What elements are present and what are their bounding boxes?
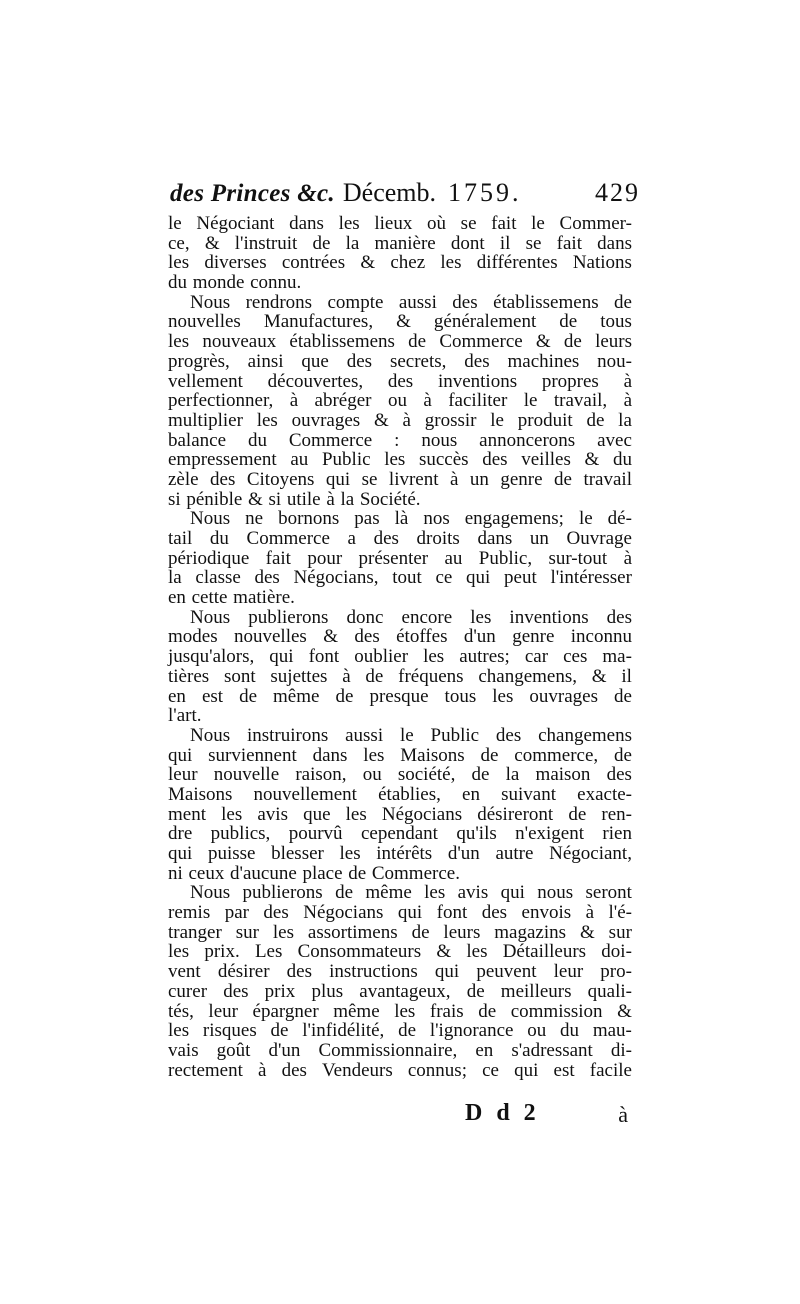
text-line: ce, & l'instruit de la manière dont il se fait dans [168, 232, 632, 254]
signature-mark: D d 2 [465, 1100, 540, 1126]
text-line: les nouveaux établissemens de Commerce & de leurs [168, 331, 632, 353]
page-footer [168, 1100, 632, 1130]
text-line: ment les avis que les Négocians désireront de ren- [168, 803, 632, 825]
text-line: Nous instruirons aussi le Public des changemens [190, 724, 632, 746]
text-line: Nous publierons donc encore les inventions des [190, 606, 632, 628]
text-line: empressement au Public les succès des veilles & du [168, 449, 632, 471]
header-year: 1759. [448, 178, 522, 207]
text-line: remis par des Négocians qui font des envois à l'é- [168, 902, 632, 924]
text-line: Nous rendrons compte aussi des établissemens de [190, 291, 632, 313]
text-line: qui surviennent dans les Maisons de commerce, de [168, 744, 632, 766]
text-line: vais goût d'un Commissionnaire, en s'adressant di- [168, 1039, 632, 1061]
text-line: jusqu'alors, qui font oublier les autres; car ces ma- [168, 646, 632, 668]
text-line: les diverses contrées & chez les différentes Nations [168, 252, 632, 274]
header-month: Décemb. [342, 178, 437, 207]
text-line: perfectionner, à abréger ou à faciliter le travail, à [168, 390, 632, 412]
text-line: progrès, ainsi que des secrets, des machines nou- [168, 350, 632, 372]
running-header [170, 178, 640, 214]
text-line: dre publics, pourvû cependant qu'ils n'exigent rien [168, 823, 632, 845]
header-title: des Princes &c. [170, 180, 335, 207]
text-line: tières sont sujettes à de fréquens changemens, & il [168, 665, 632, 687]
text-line: en est de même de presque tous les ouvrages de [168, 685, 632, 707]
text-line: ni ceux d'aucune place de Commerce. [168, 862, 460, 884]
text-line: rectement à des Vendeurs connus; ce qui est facile [168, 1059, 632, 1081]
text-line: qui puisse blesser les intérêts d'un autre Négociant, [168, 843, 632, 864]
text-line: l'art. [168, 705, 202, 727]
text-line: Nous publierons de même les avis qui nous seront [190, 882, 632, 904]
text-line: les risques de l'infidélité, de l'ignorance ou du mau- [168, 1020, 632, 1042]
text-line: le Négociant dans les lieux où se fait le Commer- [168, 213, 632, 234]
page-number: 429 [595, 178, 640, 207]
text-line: tés, leur épargner même les frais de commission & [168, 1000, 632, 1022]
text-line: multiplier les ouvrages & à grossir le produit de la [168, 409, 632, 431]
body-text [168, 214, 632, 1080]
text-line: Nous ne bornons pas là nos engagemens; le dé- [190, 508, 632, 530]
text-line: du monde connu. [168, 272, 302, 294]
text-line: curer des prix plus avantageux, de meilleurs quali- [168, 980, 632, 1002]
text-line: la classe des Négocians, tout ce qui peut l'intéresser [168, 567, 632, 589]
text-line: tranger sur les assortimens de leurs magazins & sur [168, 921, 632, 943]
text-line: tail du Commerce a des droits dans un Ouvrage [168, 528, 632, 549]
text-line: si pénible & si utile à la Société. [168, 488, 421, 510]
text-line: vellement découvertes, des inventions propres à [168, 370, 632, 392]
text-line: nouvelles Manufactures, & généralement de tous [168, 311, 632, 333]
text-line: en cette matière. [168, 587, 295, 609]
text-line: Maisons nouvellement établies, en suivant exacte- [168, 783, 632, 805]
text-line: zèle des Citoyens qui se livrent à un genre de travail [168, 468, 632, 490]
text-line: les prix. Les Consommateurs & les Détailleurs doi- [168, 941, 632, 963]
text-line: vent désirer des instructions qui peuvent leur pro- [168, 961, 632, 983]
text-line: modes nouvelles & des étoffes d'un genre inconnu [168, 626, 632, 648]
text-line: balance du Commerce : nous annoncerons avec [168, 429, 632, 451]
text-line: périodique fait pour présenter au Public, sur-tout à [168, 547, 632, 569]
text-line: leur nouvelle raison, ou société, de la maison des [168, 764, 632, 786]
catchword: à [618, 1102, 628, 1127]
